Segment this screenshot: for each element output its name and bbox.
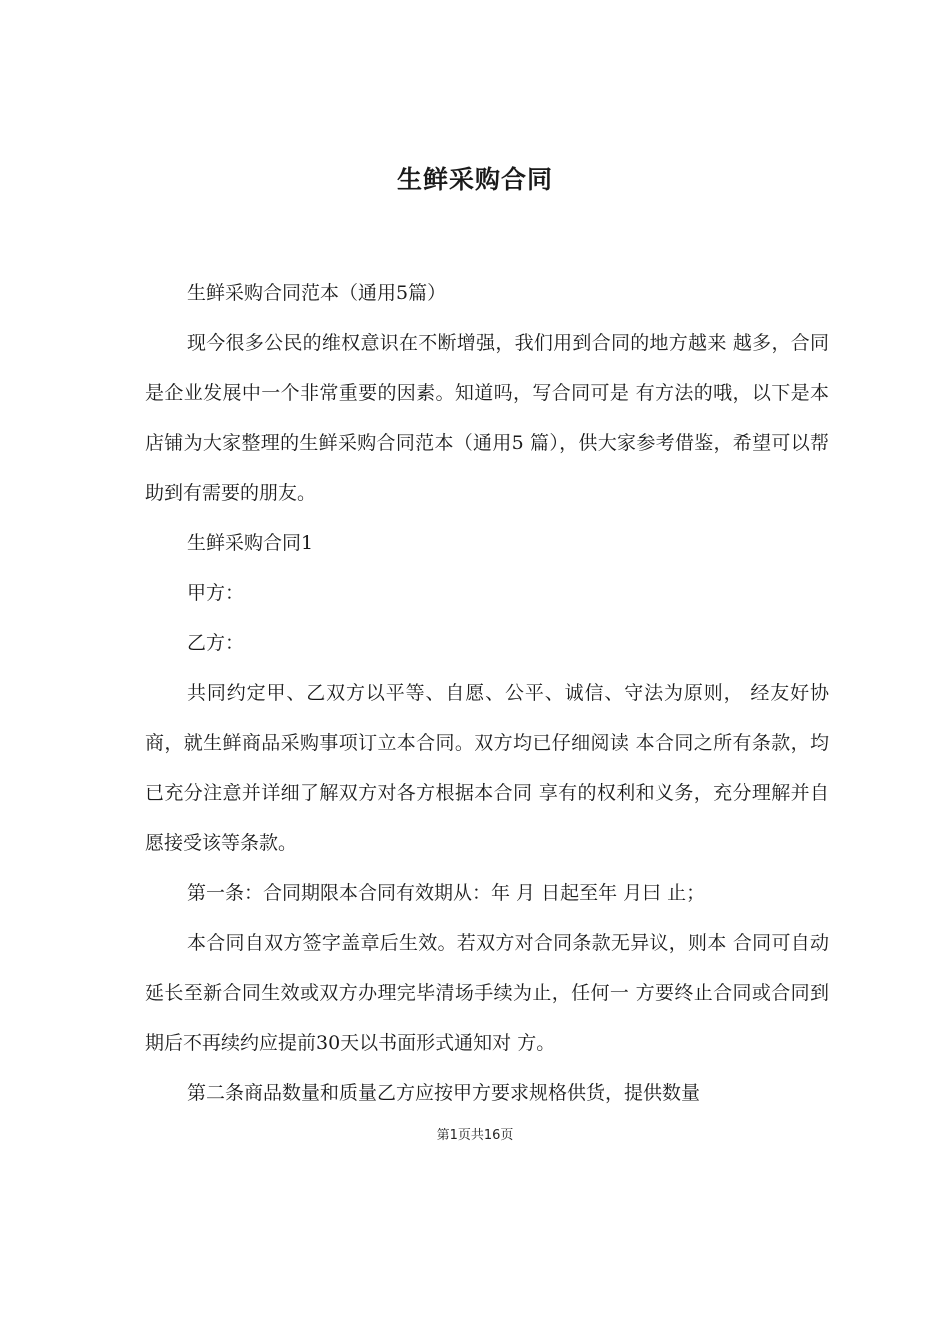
document-body xyxy=(145,268,829,1118)
paragraph-intro: 现今很多公民的维权意识在不断增强，我们用到合同的地方越来 越多，合同是企业发展中一个非常重要的因素。知道吗，写合同可是 有方法的哦，以下是本店铺为大家整理的生鲜采购合同范本（通用5 篇），供大家参考借鉴，希望可以帮助到有需要的朋友。 xyxy=(145,332,829,504)
paragraph-subtitle: 生鲜采购合同范本（通用5篇） xyxy=(187,282,447,304)
paragraph-party-b: 乙方： xyxy=(187,632,245,654)
paragraph-contract-heading: 生鲜采购合同1 xyxy=(187,532,314,554)
document-title: 生鲜采购合同 xyxy=(396,165,553,194)
paragraph-party-a: 甲方： xyxy=(187,582,245,604)
paragraph-validity: 本合同自双方签字盖章后生效。若双方对合同条款无异议，则本 合同可自动延长至新合同生效或双方办理完毕清场手续为止，任何一 方要终止合同或合同到期后不再续约应提前30天以书面形式通知对 方。 xyxy=(145,932,829,1054)
paragraph-article-2: 第二条商品数量和质量乙方应按甲方要求规格供货，提供数量 xyxy=(187,1082,701,1104)
page-number-footer: 第1页共16页 xyxy=(436,1128,514,1143)
paragraph-agreement: 共同约定甲、乙双方以平等、自愿、公平、诚信、守法为原则， 经友好协商，就生鲜商品采购事项订立本合同。双方均已仔细阅读 本合同之所有条款，均已充分注意并详细了解双方对各方根据本合同 享有的权利和义务，充分理解并自愿接受该等条款。 xyxy=(145,682,829,854)
paragraph-article-1: 第一条：合同期限本合同有效期从：年 月 日起至年 月曰 止； xyxy=(187,882,706,904)
